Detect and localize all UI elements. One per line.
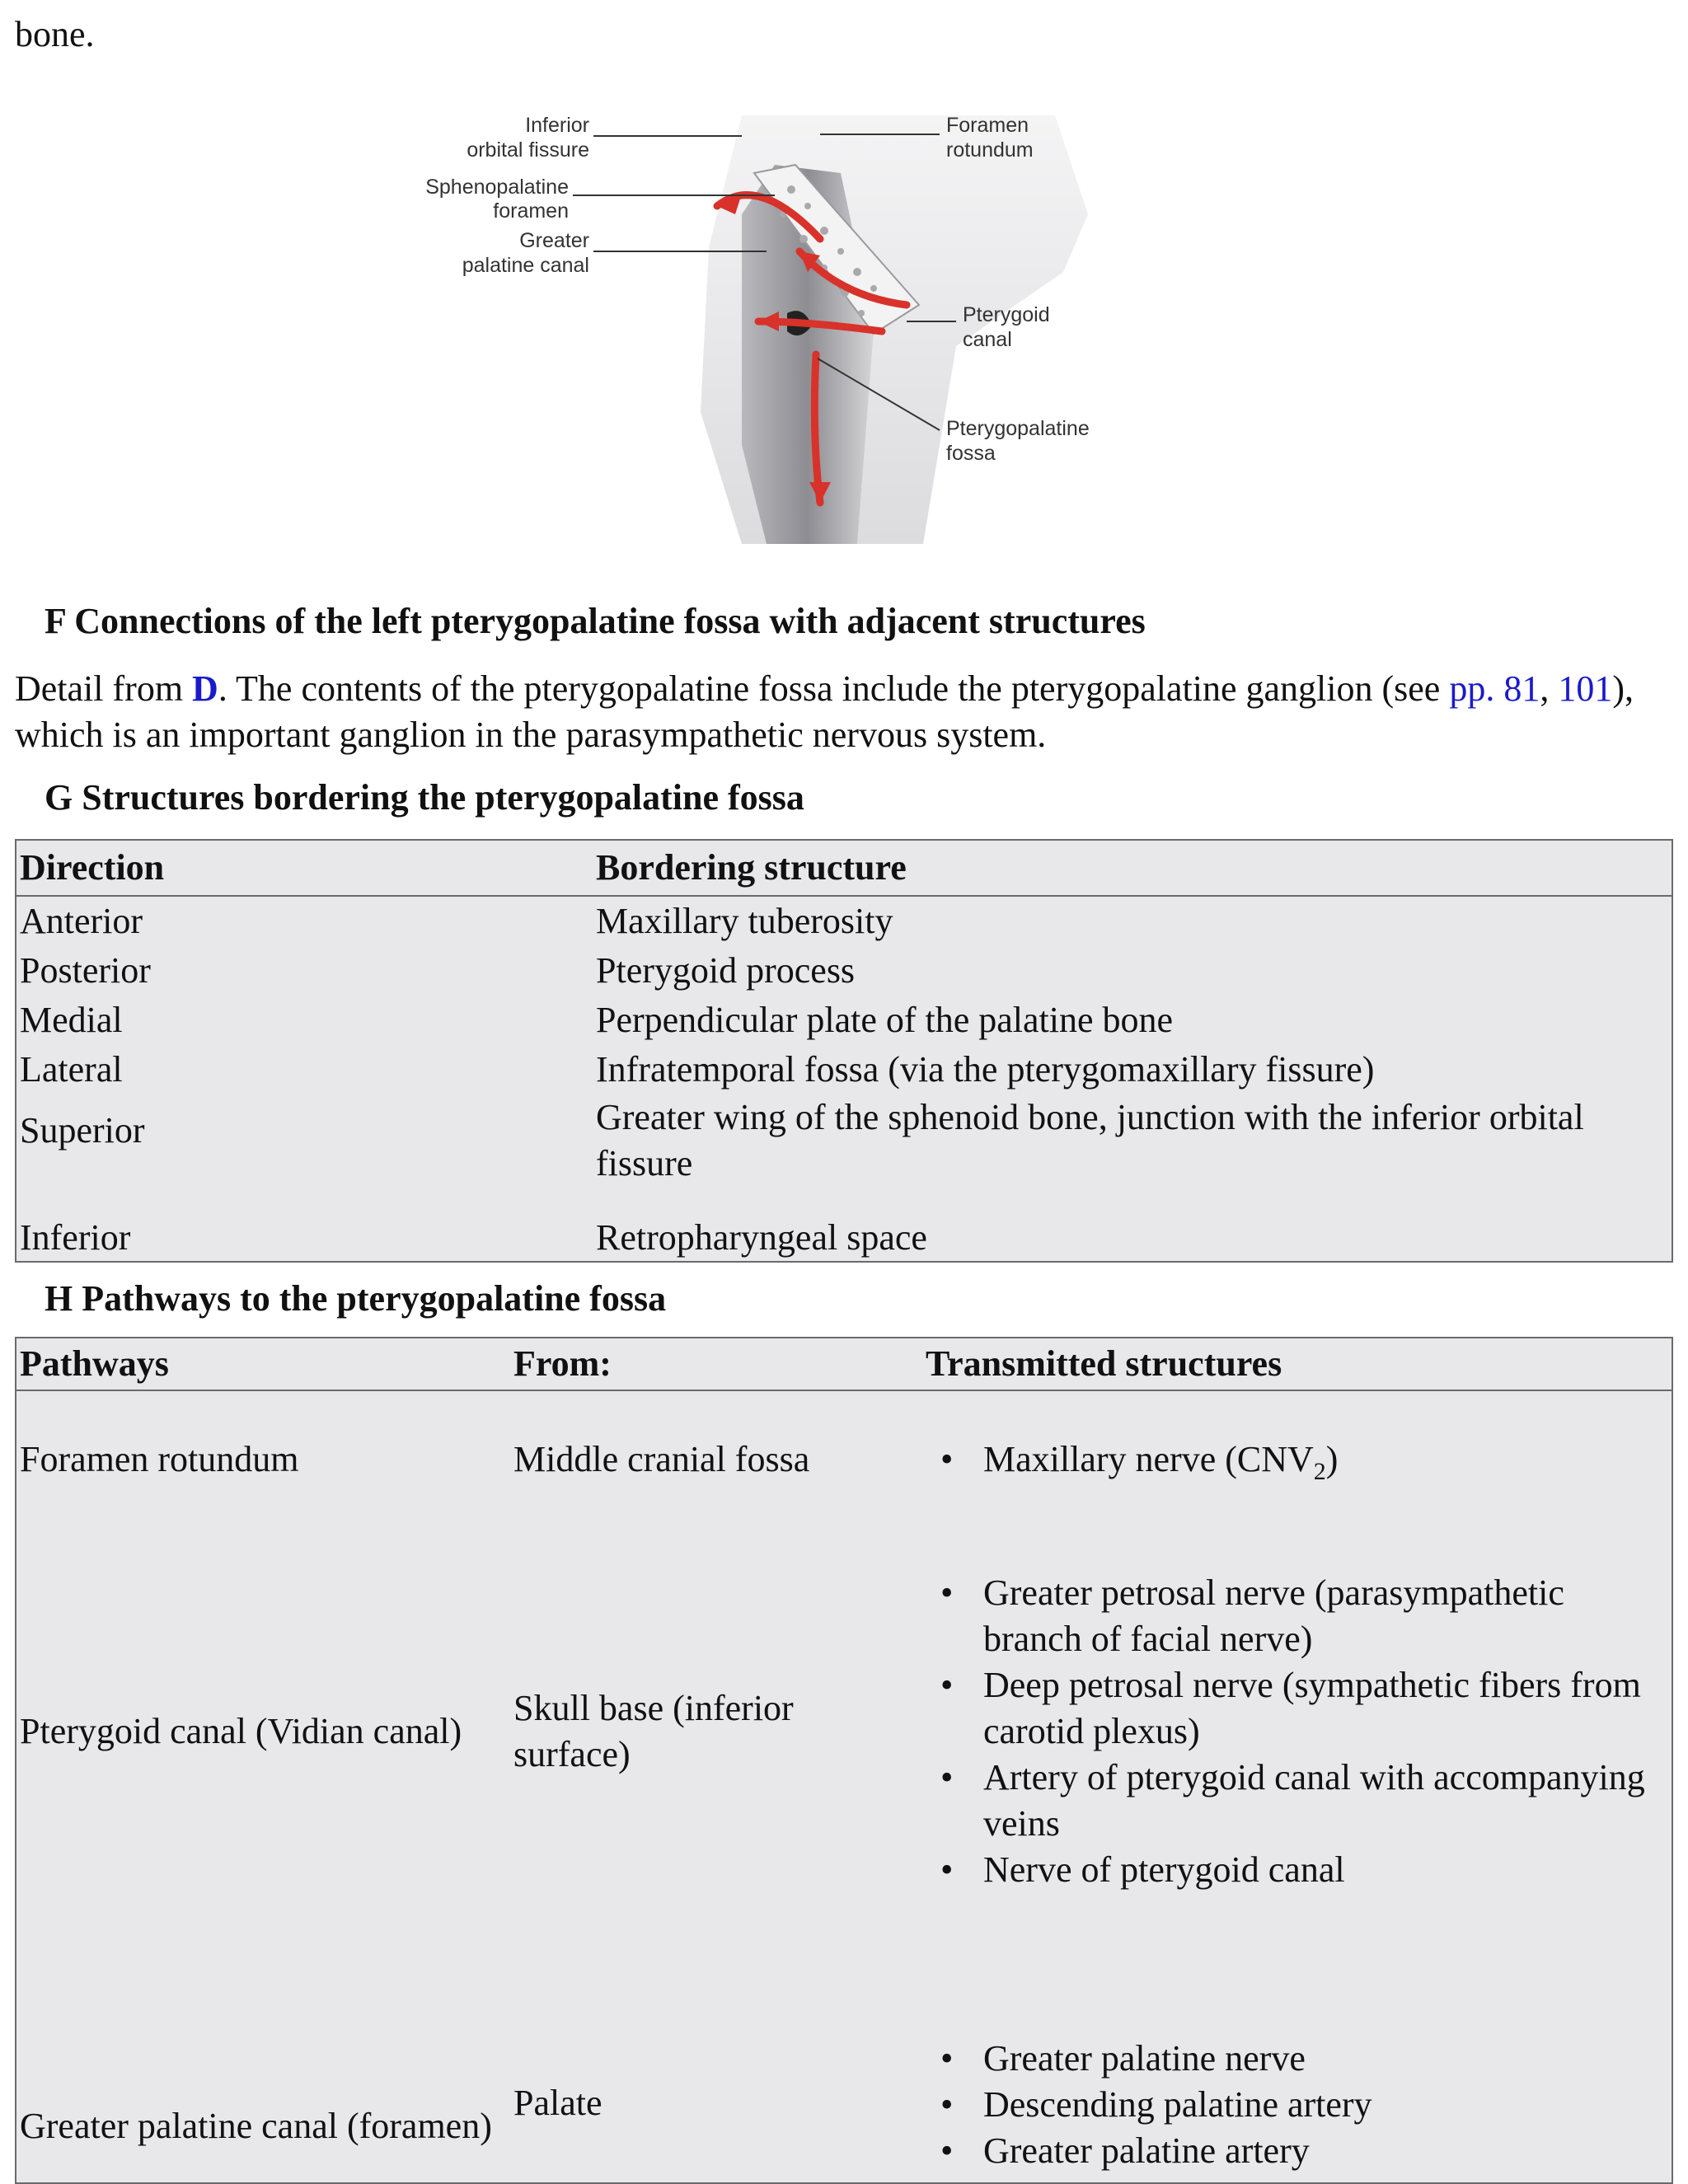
caption-h: H Pathways to the pterygopalatine fossa bbox=[45, 1278, 667, 1319]
direction-cell: Medial bbox=[20, 1000, 123, 1040]
label-sphenopalatine-foramen-1: Sphenopalatine bbox=[425, 176, 569, 199]
link-figure-d[interactable]: D bbox=[192, 668, 218, 709]
structures-list bbox=[926, 1436, 1668, 1483]
header-transmitted-structures: Transmitted structures bbox=[922, 1338, 1672, 1390]
header-bordering-structure: Bordering structure bbox=[593, 840, 1672, 896]
table-row bbox=[16, 1215, 1672, 1262]
structure-cell: Pterygoid process bbox=[596, 950, 856, 991]
link-page-81[interactable]: pp. 81 bbox=[1449, 668, 1540, 709]
pathways-table bbox=[15, 1337, 1673, 2184]
table-row bbox=[16, 1094, 1672, 1215]
table-row bbox=[16, 1527, 1672, 1936]
description-paragraph bbox=[15, 666, 1673, 758]
list-item: • Deep petrosal nerve (sympathetic fibers from carotid plexus) bbox=[926, 1662, 1668, 1755]
label-inferior-orbital-fissure-1: Inferior bbox=[525, 114, 589, 137]
structures-list bbox=[926, 1570, 1668, 1893]
caption-g: G Structures bordering the pterygopalatine fossa bbox=[45, 777, 804, 818]
direction-cell: Lateral bbox=[20, 1049, 123, 1090]
structure-cell: Perpendicular plate of the palatine bone bbox=[596, 1000, 1174, 1040]
label-greater-palatine-canal-2: palatine canal bbox=[462, 254, 589, 277]
list-item: • Greater palatine artery bbox=[926, 2128, 1668, 2174]
structure-cell: Greater wing of the sphenoid bone, junction with the inferior orbital fissure bbox=[596, 1097, 1584, 1183]
direction-cell: Superior bbox=[20, 1110, 145, 1151]
paragraph-text-4: ), which is an important ganglion in the parasympathetic nervous system. bbox=[15, 668, 1634, 755]
link-page-101[interactable]: 101 bbox=[1558, 668, 1613, 709]
direction-cell: Inferior bbox=[20, 1217, 131, 1258]
table-header-row bbox=[16, 840, 1672, 896]
table-row bbox=[16, 1390, 1672, 1527]
label-pterygopalatine-fossa-2: fossa bbox=[946, 442, 996, 465]
structure-text-end: ) bbox=[1325, 1438, 1339, 1479]
label-inferior-orbital-fissure-2: orbital fissure bbox=[467, 138, 589, 162]
list-item: • Descending palatine artery bbox=[926, 2082, 1668, 2128]
pathway-cell: Foramen rotundum bbox=[20, 1438, 299, 1479]
pathway-cell: Pterygoid canal (Vidian canal) bbox=[20, 1711, 462, 1751]
table-row bbox=[16, 996, 1672, 1045]
label-foramen-rotundum-2: rotundum bbox=[946, 138, 1034, 162]
table-header-row bbox=[16, 1338, 1672, 1390]
direction-cell: Posterior bbox=[20, 950, 151, 991]
table-row bbox=[16, 1045, 1672, 1094]
label-sphenopalatine-foramen-2: foramen bbox=[493, 199, 569, 223]
from-cell: Palate bbox=[513, 2083, 603, 2123]
structures-cell bbox=[922, 1527, 1672, 1936]
structures-cell bbox=[922, 1936, 1672, 2183]
from-cell: Skull base (inferior surface) bbox=[513, 1688, 794, 1774]
subscript: 2 bbox=[1313, 1457, 1326, 1485]
list-item: • Artery of pterygoid canal with accompanying veins bbox=[926, 1755, 1668, 1847]
top-text: bone. bbox=[15, 14, 95, 54]
pterygopalatine-fossa-illustration bbox=[425, 114, 1203, 544]
label-foramen-rotundum-1: Foramen bbox=[946, 114, 1029, 137]
label-pterygopalatine-fossa-1: Pterygopalatine bbox=[946, 417, 1090, 440]
header-direction: Direction bbox=[16, 840, 593, 896]
label-greater-palatine-canal-1: Greater bbox=[519, 229, 589, 252]
pathway-cell: Greater palatine canal (foramen) bbox=[20, 2106, 492, 2146]
table-row bbox=[16, 896, 1672, 946]
table-row bbox=[16, 1936, 1672, 2183]
structures-list bbox=[926, 2036, 1668, 2174]
header-pathways: Pathways bbox=[16, 1338, 510, 1390]
label-pterygoid-canal-1: Pterygoid bbox=[963, 303, 1050, 326]
paragraph-text-2: . The contents of the pterygopalatine fossa include the pterygopalatine ganglion (see bbox=[218, 668, 1450, 709]
structure-cell: Retropharyngeal space bbox=[596, 1217, 927, 1258]
anatomy-figure bbox=[425, 114, 1203, 544]
structures-cell bbox=[922, 1390, 1672, 1527]
list-item bbox=[926, 1436, 1668, 1483]
list-item: • Greater petrosal nerve (parasympathetic branch of facial nerve) bbox=[926, 1570, 1668, 1662]
header-from: From: bbox=[510, 1338, 922, 1390]
structure-text: Maxillary nerve (CNV bbox=[983, 1438, 1314, 1479]
paragraph-text-1: Detail from bbox=[15, 668, 193, 709]
label-pterygoid-canal-2: canal bbox=[963, 328, 1012, 351]
bordering-structures-table bbox=[15, 839, 1673, 1263]
direction-cell: Anterior bbox=[20, 901, 143, 941]
list-item: • Nerve of pterygoid canal bbox=[926, 1847, 1668, 1893]
caption-f: F Connections of the left pterygopalatine fossa with adjacent structures bbox=[45, 601, 1146, 641]
from-cell: Middle cranial fossa bbox=[513, 1438, 810, 1479]
table-row bbox=[16, 946, 1672, 996]
paragraph-text-3: , bbox=[1540, 668, 1559, 709]
list-item: • Greater palatine nerve bbox=[926, 2036, 1668, 2082]
structure-cell: Infratemporal fossa (via the pterygomaxillary fissure) bbox=[596, 1049, 1375, 1090]
structure-cell: Maxillary tuberosity bbox=[596, 901, 893, 941]
